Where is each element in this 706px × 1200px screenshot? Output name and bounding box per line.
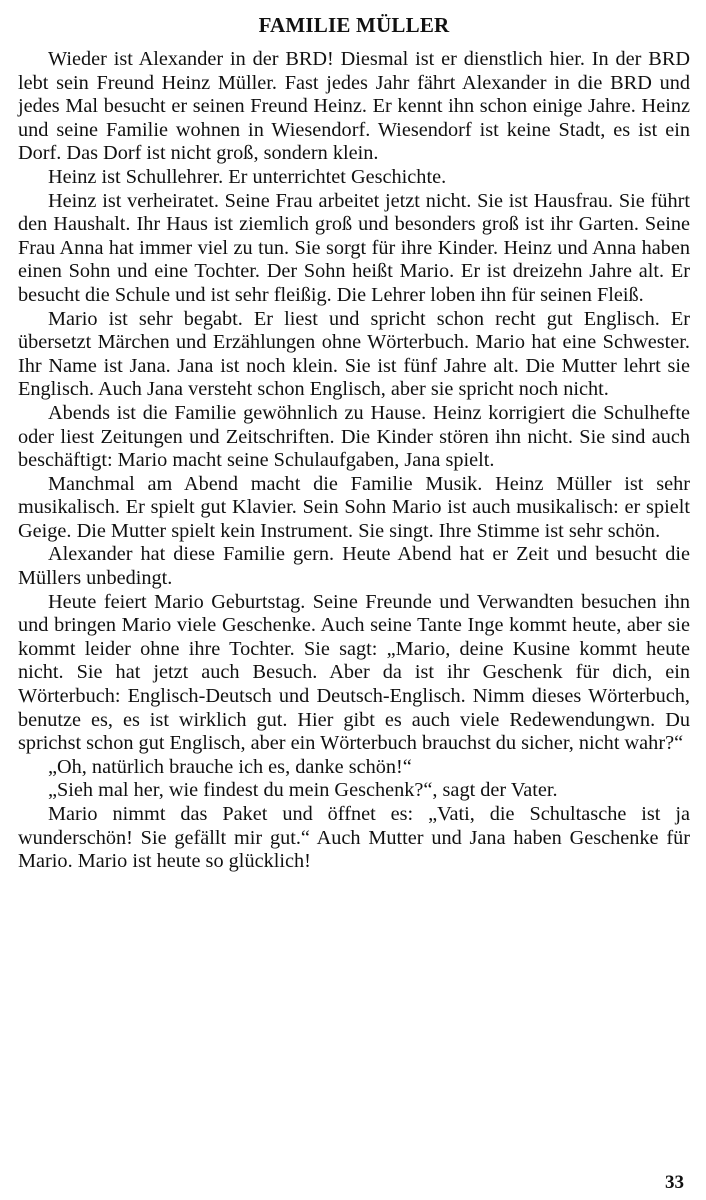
paragraph-8: Heute feiert Mario Geburtstag. Seine Freunde und Verwandten besuchen ihn und bringen Mario viele Geschenke. Auch seine Tante Inge kommt heute, aber sie kommt leider ohne ihre Tochter. Sie sagt: „Mario, deine Kusine kommt heute nicht. Sie hat jetzt auch Besuch. Aber da ist ihr Geschenk für dich, ein Wörterbuch: Englisch-Deutsch und Deutsch-Englisch. Nimm dieses Wörterbuch, benutze es, es ist wirklich gut. Hier gibt es auch viele Redewendungwn. Du sprichst schon gut Englisch, aber ein Wörterbuch brauchst du sicher, nicht wahr?“ [18, 590, 690, 755]
paragraph-2: Heinz ist Schullehrer. Er unterrichtet Geschichte. [48, 165, 447, 188]
paragraph-9: „Oh, natürlich brauche ich es, danke schön!“ [48, 755, 412, 778]
paragraph-4: Mario ist sehr begabt. Er liest und spricht schon recht gut Englisch. Er übersetzt Märchen und Erzählungen ohne Wörterbuch. Mario hat eine Schwester. Ihr Name ist Jana. Jana ist noch klein. Sie ist fünf Jahre alt. Die Mutter lehrt sie Englisch. Auch Jana versteht schon Englisch, aber sie spricht noch nicht. [18, 307, 690, 401]
page-title: FAMILIE MÜLLER [258, 13, 450, 37]
paragraph-5: Abends ist die Familie gewöhnlich zu Hause. Heinz korrigiert die Schulhefte oder liest Zeitungen und Zeitschriften. Die Kinder stören ihn nicht. Sie sind auch beschäftigt: Mario macht seine Schulaufgaben, Jana spielt. [18, 401, 690, 472]
paragraph-10: „Sieh mal her, wie findest du mein Geschenk?“, sagt der Vater. [48, 779, 558, 802]
paragraph-3: Heinz ist verheiratet. Seine Frau arbeitet jetzt nicht. Sie ist Hausfrau. Sie führt den Haushalt. Ihr Haus ist ziemlich groß und besonders groß ist ihr Garten. Seine Frau Anna hat immer viel zu tun. Sie sorgt für ihre Kinder. Heinz und Anna haben einen Sohn und eine Tochter. Der Sohn heißt Mario. Er ist dreizehn Jahre alt. Er besucht die Schule und ist sehr fleißig. Die Lehrer loben ihn für seinen Fleiß. [18, 189, 690, 306]
page-number: 33 [665, 1172, 684, 1193]
paragraph-11: Mario nimmt das Paket und öffnet es: „Vati, die Schultasche ist ja wunderschön! Sie gefällt mir gut.“ Auch Mutter und Jana haben Geschenke für Mario. Mario ist heute so glücklich! [18, 803, 690, 873]
paragraph-6: Manchmal am Abend macht die Familie Musik. Heinz Müller ist sehr musikalisch. Er spielt gut Klavier. Sein Sohn Mario ist auch musikalisch: er spielt Geige. Die Mutter spielt kein Instrument. Sie singt. Ihre Stimme ist sehr schön. [18, 472, 690, 542]
paragraph-7: Alexander hat diese Familie gern. Heute Abend hat er Zeit und besucht die Müllers unbedingt. [18, 543, 690, 590]
book-page [18, 8, 690, 874]
paragraph-1: Wieder ist Alexander in der BRD! Diesmal ist er dienstlich hier. In der BRD lebt sein Freund Heinz Müller. Fast jedes Jahr fährt Alexander in die BRD und jedes Mal besucht er seinen Freund Heinz. Er kennt ihn schon einige Jahre. Heinz und seine Familie wohnen in Wiesendorf. Wiesendorf ist keine Stadt, es ist ein Dorf. Das Dorf ist nicht groß, sondern klein. [18, 48, 690, 165]
